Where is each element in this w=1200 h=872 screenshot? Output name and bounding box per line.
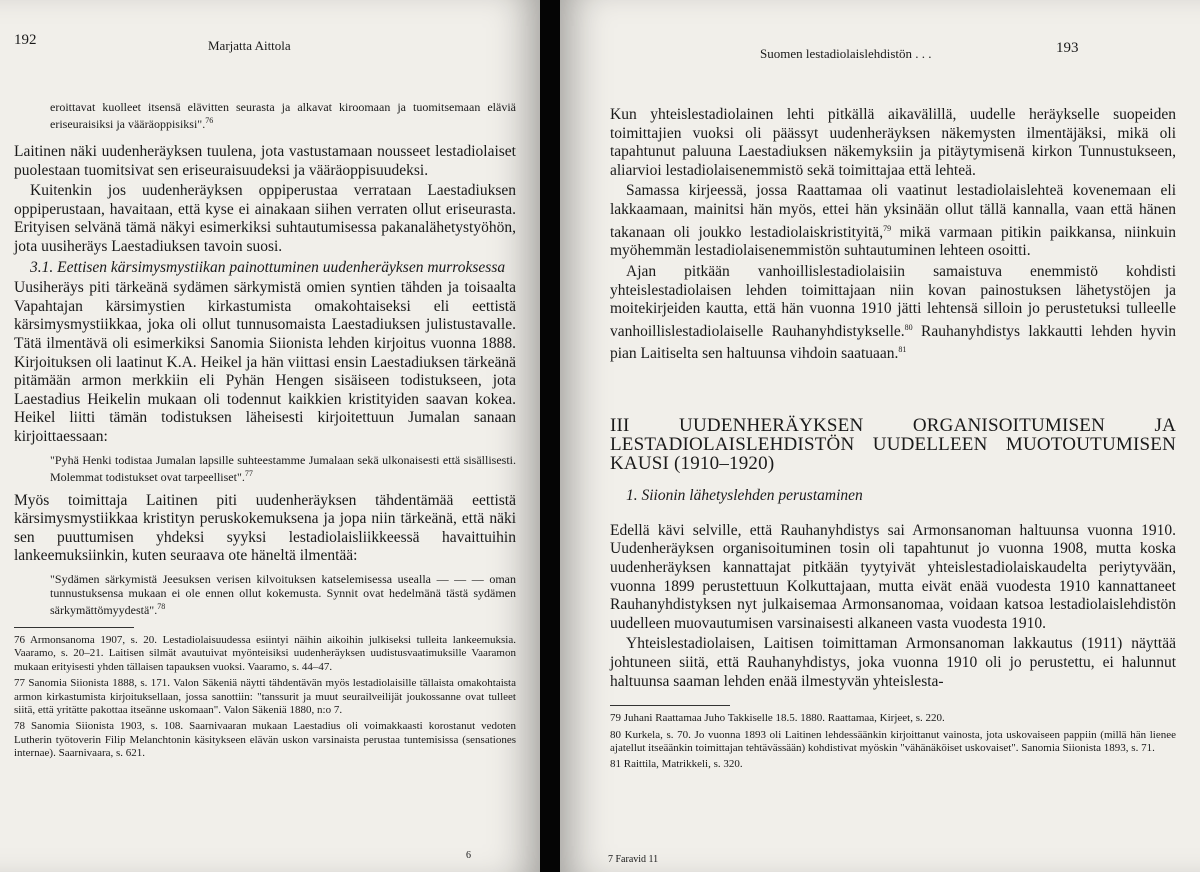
paragraph: Myös toimittaja Laitinen piti uudenheräyksen tähdentämää eettistä kärsimysmystiikkaa kristityn peruskokemuksena ja jopa niin tärkeänä, että näki sen puuttumisen yhdeksi syyksi lestadiolaisliikkeessä havaittuihin lankeemuksiinkin, kuten seuraava ote häneltä ilmentää:: [14, 491, 516, 565]
paragraph: Edellä kävi selville, että Rauhanyhdistys sai Armonsanoman haltuunsa vuonna 1910. Uudenheräyksen organisoituminen tosin oli tapahtunut jo vuonna 1908, mutta koska uudenheräyksen kannattajat pitkään tyytyivät yhteislestadiolaiskaudelta periytyvään, vuonna 1899 perustettuun Kolkuttajaan, mutta eivät enää vuodesta 1910 kannattaneet Rauhanyhdistyksen nyt julkaisemaa Armonsanomaa, voidaan katsoa lestadiolaislehdistön uudelleen muovautumisen varsinaisesti alkaneen vasta vuodesta 1910.: [610, 521, 1176, 632]
paragraph: Yhteislestadiolaisen, Laitisen toimittaman Armonsanoman lakkautus (1911) näyttää johtuneen siitä, että Rauhanyhdistys, joka vuonna 1910 oli jo perustettu, ei halunnut haltuunsa saaman lehden enää ilmestyvän yhteislesta-: [610, 635, 1176, 690]
paragraph: Kun yhteislestadiolainen lehti pitkällä aikavälillä, uudelle heräykselle suopeiden toimittajien vuoksi oli päässyt uudenheräyksen näkemysten ilmentäjäksi, mikä oli tapahtunut paluuna Laestadiuksen näkemyksiin ja pitäytymisenä kirkon Tunnustukseen, aliarvioi lestadiolaisenemmistö sekä toimittajaa että lehteä.: [610, 106, 1176, 179]
footnote: 80 Kurkela, s. 70. Jo vuonna 1893 oli Laitinen lehdessäänkin kirjoittanut vainosta, jota uskovaiseen pappiin (millä hän lienee ajatellut itseäänkin toimittajan tehtävässään) kohdistivat myöskin "vähänäköiset uskovaiset". Sanomia Siionista 1893, s. 71.: [610, 728, 1176, 754]
quote-block: "Pyhä Henki todistaa Jumalan lapsille suhteestamme Jumalaan sekä ulkonaisesti että sisällisesti. Molemmat todistukset ovat tarpeelliset".$^{77}$: [50, 452, 516, 484]
quote-block: "Sydämen särkymistä Jeesuksen verisen kilvoituksen katselemisessa usealla — — — oman tunnustuksensa mukaan ei ole ennen ollut kokemusta. Synnit ovat hedelmänä tästä sydämen särkymättömyydestä".$^{78}$: [50, 571, 516, 617]
signature-mark-right: 7 Faravid 11: [608, 854, 659, 865]
paragraph: Uusiheräys piti tärkeänä sydämen särkymistä omien syntien tähden ja toisaalta Vapahtajan kärsimystien kirkastumista omakohtaiseksi eli eettistä kärsimysmystiikkaa, joka oli ollut tunnusomaista Laestadiuksen julistustavalle. Tätä ilmentävä oli esimerkiksi Sanomia Siionista lehden kirjoitus vuonna 1888. Kirjoituksen oli laatinut K.A. Heikel ja hän viittasi ensin Laestadiuksen tärkeänä pitämään armon merkkiin eli Pyhän Hengen sisäiseen todistukseen, jota Laestadius Heikelin mukaan oli todennut kaikkien kristityiden saavan kokea. Heikel liitti tämän todistuksen läheisesti kirjoitettuun Jumalan sanaan kirjoittaessaan:: [14, 279, 516, 445]
left-text-column: [14, 100, 516, 764]
footnote-rule: [610, 705, 730, 706]
chapter-heading: III UUDENHERÄYKSEN ORGANISOITUMISEN JA LESTADIOLAISLEHDISTÖN UUDELLEEN MUOTOUTUMISEN KAUSI (1910–1920): [610, 415, 1176, 475]
footnote-rule: [14, 627, 134, 628]
section-subheading: 1. Siionin lähetyslehden perustaminen: [626, 487, 863, 505]
page-number-left: 192: [14, 32, 37, 48]
running-head-right: Suomen lestadiolaislehdistön . . .: [760, 46, 932, 61]
paragraph: Samassa kirjeessä, jossa Raattamaa oli vaatinut lestadiolaislehteä kovenemaan eli lakkaamaan, mainitsi hän myös, ettei hän yksinään ollut tällä kannalla, vaan että hänen takanaan oli joukko lestadiolaiskristityitä,$^{79}$ mikä varmaan pitikin paikkansa, niinkuin myöhemmän lestadiolaisenemmistön suhtautuminen lehteen osoitti.: [610, 182, 1176, 260]
footnote: 79 Juhani Raattamaa Juho Takkiselle 18.5. 1880. Raattamaa, Kirjeet, s. 220.: [610, 712, 945, 725]
paragraph: Laitinen näki uudenheräyksen tuulena, jota vastustamaan nousseet lestadiolaiset puolestaan tuomitsivat sen eriseuraisuudeksi ja vääräoppisuudeksi.: [14, 143, 516, 179]
book-gutter: [540, 0, 560, 872]
quote-top: eroittavat kuolleet itsensä elävitten seurasta ja alkavat kiroomaan ja tuomitsemaan eläviä eriseuraisiksi ja vääräoppisiksi".$^{76}$: [50, 100, 516, 131]
paragraph: Kuitenkin jos uudenheräyksen oppiperustaa verrataan Laestadiuksen oppiperustaan, havaitaan, että kyse ei ainakaan siihen verraten ollut eriseurasta. Erityisen selvänä tämä näkyi esimerkiksi suhtautumisessa pakanalähetystyöhön, jota uusiheräys Laestadiuksen tavoin suosi.: [14, 182, 516, 255]
page-number-right: 193: [1056, 40, 1079, 56]
right-text-column: [610, 106, 1176, 775]
footnote: 76 Armonsanoma 1907, s. 20. Lestadiolaisuudessa esiintyi näihin aikoihin julkiseksi tulleita lankeemuksia. Vaaramo, s. 20–21. Laitisen silmät avautuivat myönteisiksi uudenheräyksen uudistusvaatimuksille Vaaramon mukaan erityisesti yhden tällaisen tapauksen vuoksi. Vaaramo, s. 44–47.: [14, 633, 516, 673]
signature-mark-left: 6: [466, 850, 471, 861]
paragraph: Ajan pitkään vanhoillislestadiolaisiin samaistuva enemmistö kohdisti yhteislestadiolaisen lehden toimittajaan niin kovan painostuksen lähetystöjen ja moitekirjeiden kautta, että hän vuonna 1910 jätti lehtensä silloin jo perustetuksi tulleelle vanhoillislestadiolaiselle Rauhanyhdistykselle.$^{80}$ Rauhanyhdistys lakkautti lehden hyvin pian Laitiselta sen haltuunsa vihdoin saatuaan.$^{81}$: [610, 262, 1176, 363]
footnote: 78 Sanomia Siionista 1903, s. 108. Saarnivaaran mukaan Laestadius oli voimakkaasti korostanut vedoten Lutherin työtoverin Filip Melanchtonin käsitykseen elävän uskon varsinaista perustaa tuntemisissa (sensationes internae). Saarnivaara, s. 621.: [14, 720, 516, 760]
running-head-left: Marjatta Aittola: [208, 38, 291, 53]
footnote: 77 Sanomia Siionista 1888, s. 171. Valon Säkeniä näytti tähdentävän myös lestadiolaisille tällaista omakohtaista armon kirkastumista kirjoituksellaan, jossa sanottiin: "tanssurit ja muut seurailveilijät joukossanne ovat tulleet siitä, että yritätte pakottaa itseänne uskomaan". Valon Säkeniä 1880, n:o 7.: [14, 677, 516, 716]
right-page: [560, 0, 1200, 872]
left-page: [0, 0, 540, 872]
footnote: 81 Raittila, Matrikkeli, s. 320.: [610, 758, 743, 771]
section-subheading: 3.1. Eettisen kärsimysmystiikan painottuminen uudenheräyksen murroksessa: [30, 258, 506, 276]
